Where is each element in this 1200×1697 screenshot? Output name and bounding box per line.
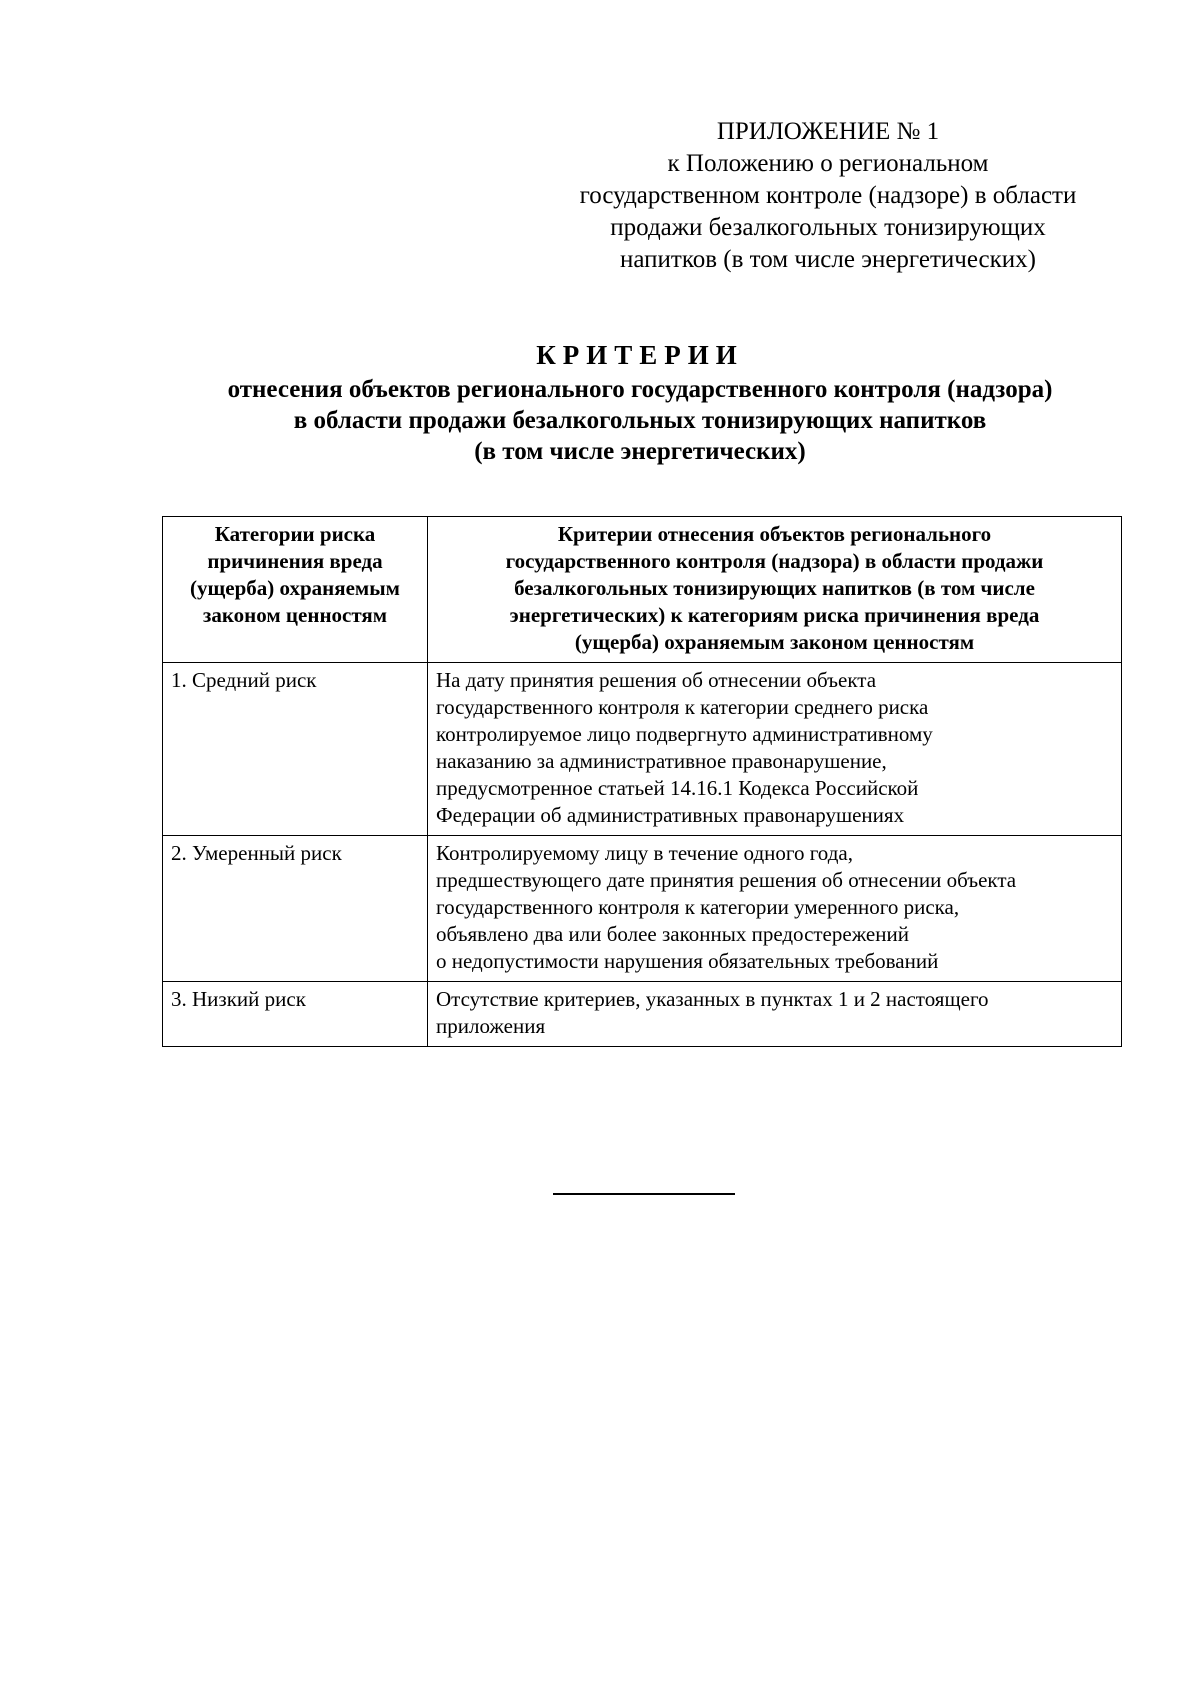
criteria-line: объявлено два или более законных предостережений	[436, 922, 909, 946]
row-category: 3. Низкий риск	[163, 982, 428, 1047]
header-line: энергетических) к категориям риска причинения вреда	[509, 603, 1040, 627]
appendix-header	[540, 116, 1116, 276]
subtitle-line: (в том числе энергетических)	[474, 438, 806, 465]
criteria-line: На дату принятия решения об отнесении объекта	[436, 668, 877, 692]
criteria-line: Федерации об административных правонарушениях	[436, 803, 905, 827]
criteria-line: государственного контроля к категории среднего риска	[436, 695, 929, 719]
appendix-line: напитков (в том числе энергетических)	[620, 246, 1036, 273]
row-criteria	[428, 663, 1122, 836]
document-title: КРИТЕРИИ	[536, 340, 744, 370]
subtitle-line: отнесения объектов регионального государственного контроля (надзора)	[227, 376, 1053, 403]
criteria-line: приложения	[436, 1014, 546, 1038]
criteria-line: Отсутствие критериев, указанных в пунктах 1 и 2 настоящего	[436, 987, 989, 1011]
criteria-line: о недопустимости нарушения обязательных требований	[436, 949, 939, 973]
header-line: Категории риска	[214, 522, 376, 546]
header-line: Критерии отнесения объектов регионального	[557, 522, 992, 546]
header-criteria	[428, 517, 1122, 663]
document-subtitle	[130, 374, 1150, 467]
table-row	[163, 663, 1122, 836]
table-row	[163, 982, 1122, 1047]
row-category: 2. Умеренный риск	[163, 836, 428, 982]
criteria-line: предусмотренное статьей 14.16.1 Кодекса Российской	[436, 776, 919, 800]
document-title-block	[130, 338, 1150, 467]
header-category	[163, 517, 428, 663]
criteria-line: государственного контроля к категории умеренного риска,	[436, 895, 960, 919]
row-criteria	[428, 836, 1122, 982]
header-line: законом ценностям	[202, 603, 388, 627]
row-category: 1. Средний риск	[163, 663, 428, 836]
criteria-table	[162, 516, 1122, 1047]
header-line: (ущерба) охраняемым законом ценностям	[574, 630, 975, 654]
appendix-line: государственном контроле (надзоре) в области	[579, 182, 1077, 209]
criteria-line: предшествующего дате принятия решения об отнесении объекта	[436, 868, 1017, 892]
criteria-line: наказанию за административное правонарушение,	[436, 749, 887, 773]
criteria-line: контролируемое лицо подвергнуто административному	[436, 722, 933, 746]
header-line: (ущерба) охраняемым	[190, 576, 400, 600]
appendix-line: ПРИЛОЖЕНИЕ № 1	[716, 118, 940, 145]
closing-separator-line	[553, 1193, 735, 1195]
criteria-line: Контролируемому лицу в течение одного года,	[436, 841, 853, 865]
row-criteria	[428, 982, 1122, 1047]
table-header-row	[163, 517, 1122, 663]
table-row	[163, 836, 1122, 982]
header-line: государственного контроля (надзора) в области продажи	[505, 549, 1044, 573]
appendix-line: продажи безалкогольных тонизирующих	[610, 214, 1046, 241]
header-line: безалкогольных тонизирующих напитков (в том числе	[514, 576, 1035, 600]
header-line: причинения вреда	[207, 549, 383, 573]
subtitle-line: в области продажи безалкогольных тонизирующих напитков	[293, 407, 987, 434]
appendix-line: к Положению о региональном	[667, 150, 989, 177]
